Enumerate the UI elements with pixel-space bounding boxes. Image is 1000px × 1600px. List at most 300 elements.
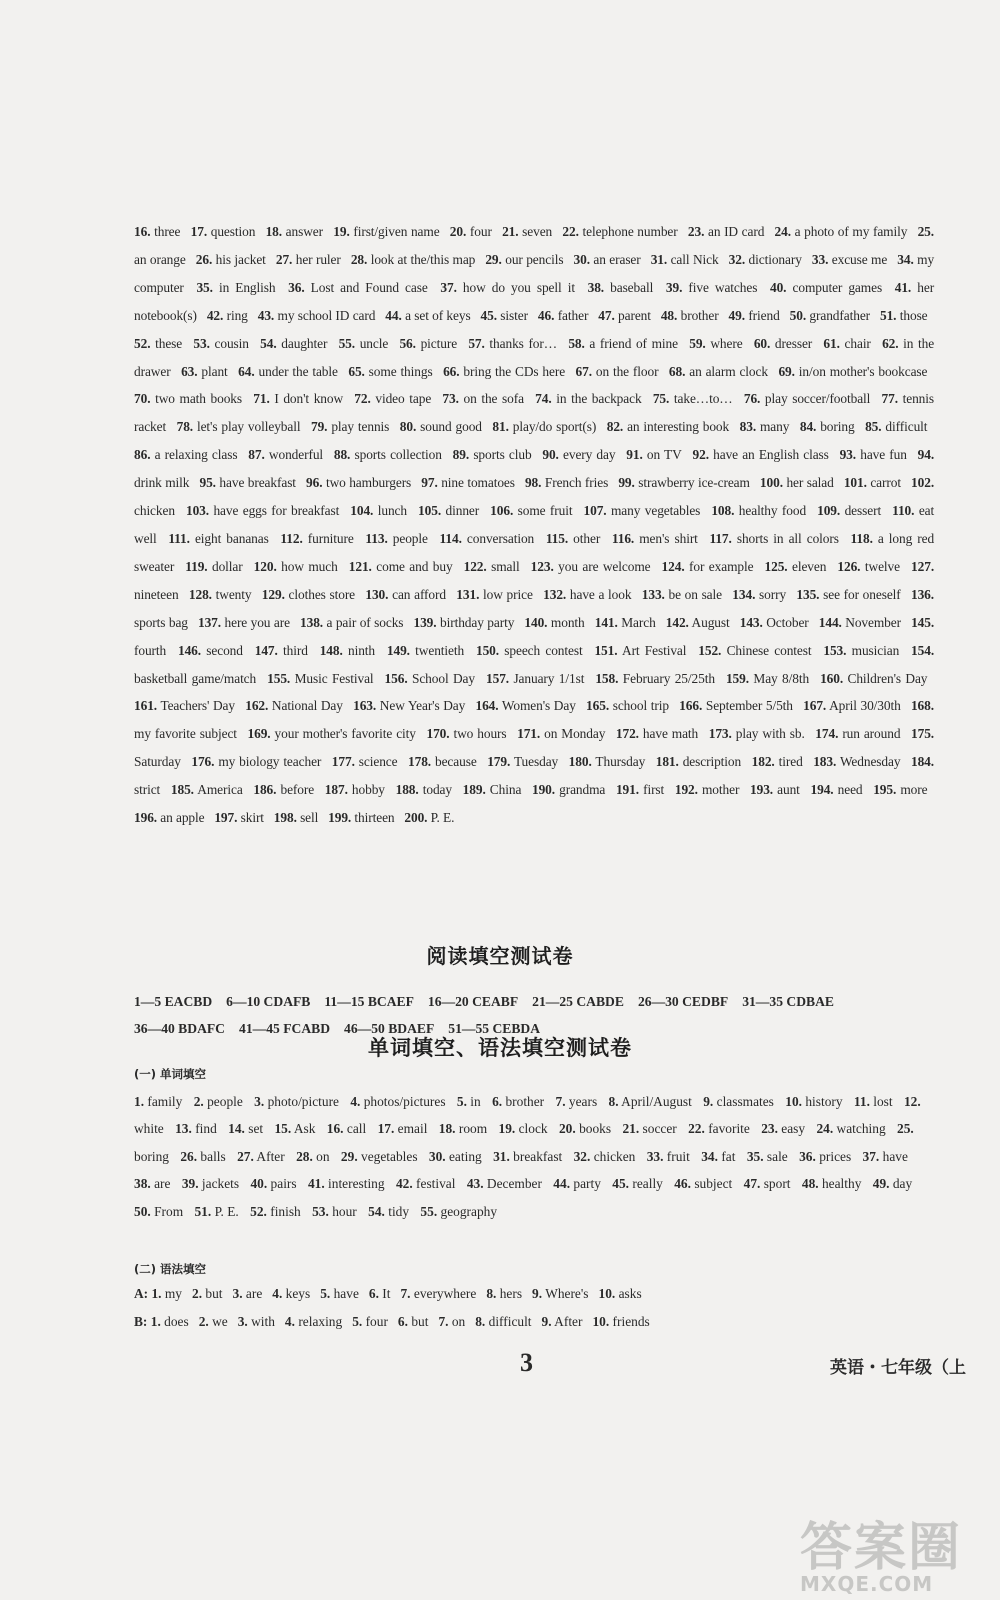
answer-text: have an English class [708, 447, 829, 463]
answer-item [531, 559, 651, 574]
answer-text: third [277, 642, 308, 658]
answer-number: 20. [449, 224, 467, 239]
answer-text: watching [833, 1121, 886, 1137]
answer-text: but [202, 1286, 223, 1301]
answer-text: easy [777, 1121, 806, 1137]
word-fill-item [785, 1094, 842, 1109]
answer-text: computer games [786, 279, 883, 295]
answer-item [584, 503, 701, 518]
reading-answer-group: 41—45 FCABD [239, 1021, 331, 1036]
answer-text: play/do sport(s) [508, 419, 597, 435]
answer-number: 14. [228, 1121, 245, 1137]
answer-text: tired [774, 754, 803, 770]
answer-number: 100. [759, 475, 783, 491]
answer-number: 172. [615, 726, 639, 742]
answer-text: have a look [566, 586, 632, 602]
answer-text: School Day [407, 670, 475, 686]
answer-text: telephone number [578, 224, 678, 239]
answer-item [569, 754, 646, 769]
answer-item [350, 503, 407, 518]
answer-text: thanks for… [484, 335, 558, 351]
answer-item [819, 615, 901, 630]
answer-text: skirt [237, 810, 264, 826]
answer-number: 109. [817, 503, 841, 519]
answer-text: Teachers' Day [157, 698, 235, 714]
answer-number: 8. [475, 1314, 486, 1329]
answer-number: 71. [253, 391, 270, 407]
answer-text: photo/picture [264, 1094, 339, 1109]
answer-number: 158. [595, 670, 619, 686]
answer-number: 7. [555, 1094, 566, 1109]
answer-number: 5. [320, 1286, 331, 1301]
answer-text: my [161, 1286, 182, 1301]
answer-text: birthday party [436, 614, 515, 630]
answer-item [385, 671, 475, 686]
word-fill-item [429, 1149, 482, 1164]
answer-item [365, 531, 427, 546]
answer-number: 166. [679, 698, 703, 714]
grammar-a-item [532, 1286, 588, 1301]
word-fill-item [368, 1204, 409, 1219]
word-fill-item [674, 1176, 732, 1191]
answer-number: 50. [789, 307, 807, 323]
answer-number: 54. [260, 335, 277, 351]
answer-text: plant [197, 363, 228, 379]
answer-text: America [193, 782, 243, 798]
answer-text: friends [609, 1314, 650, 1329]
answer-number: 21. [622, 1121, 640, 1137]
answer-item [546, 531, 600, 546]
answer-text: finish [266, 1203, 301, 1219]
answer-item [616, 782, 664, 797]
answer-text: breakfast [509, 1148, 563, 1164]
answer-item [185, 559, 242, 574]
answer-item [134, 447, 237, 462]
answer-text: After [253, 1148, 285, 1164]
word-fill-item [467, 1176, 542, 1191]
answer-item [524, 615, 584, 630]
answer-number: 136. [910, 586, 935, 602]
answer-number: 9. [703, 1094, 714, 1109]
answer-number: 66. [443, 363, 460, 379]
answer-text: drink milk [134, 475, 190, 491]
answer-text: set [244, 1121, 264, 1137]
answer-text: play soccer/football [760, 391, 871, 407]
answer-number: 199. [328, 810, 352, 826]
answer-text: hers [496, 1286, 523, 1301]
answer-item [778, 364, 927, 379]
answer-number: 24. [816, 1121, 834, 1137]
answer-text: take…to… [669, 391, 733, 407]
grammar-b-item [151, 1314, 189, 1329]
answer-item [813, 754, 900, 769]
answer-text: for example [684, 558, 754, 574]
answer-item [817, 503, 881, 518]
answer-number: 33. [811, 251, 829, 267]
grammar-b-answers [134, 1314, 660, 1330]
answer-text: I don't know [269, 391, 344, 407]
answer-number: 49. [728, 307, 745, 323]
answer-number: 144. [818, 614, 842, 630]
answer-number: 7. [400, 1286, 411, 1301]
answer-item [134, 336, 182, 351]
answer-number: 98. [524, 475, 542, 491]
answer-text: asks [615, 1286, 642, 1301]
grammar-a-item [192, 1286, 223, 1301]
answer-item [468, 336, 557, 351]
answer-number: 169. [247, 726, 271, 742]
answer-text: five watches [682, 279, 758, 295]
answer-number: 188. [395, 782, 419, 798]
answer-number: 45. [480, 307, 497, 323]
answer-text: day [889, 1176, 913, 1192]
answer-text: parent [614, 307, 651, 323]
word-fill-item [327, 1121, 366, 1136]
answer-number: 4. [284, 1314, 295, 1329]
answer-number: 25. [917, 224, 935, 239]
answer-text: eating [445, 1148, 482, 1164]
answer-item [666, 615, 730, 630]
answer-number: 8. [486, 1286, 497, 1301]
answer-number: 19. [333, 224, 350, 239]
answer-item [276, 252, 341, 267]
answer-text: Saturday [134, 754, 181, 770]
answer-number: 195. [873, 782, 897, 798]
answer-text: on [312, 1148, 330, 1164]
answer-item [803, 698, 901, 713]
answer-item [198, 615, 290, 630]
grammar-b-item [238, 1314, 275, 1329]
answer-item [191, 754, 321, 769]
answer-text: but [407, 1314, 429, 1329]
answer-text: sport [760, 1176, 791, 1192]
answer-item [754, 336, 812, 351]
answer-text: with [247, 1314, 275, 1329]
answer-item [196, 280, 275, 295]
answer-number: 6. [397, 1314, 408, 1329]
answer-item [349, 559, 453, 574]
word-fill-item [296, 1149, 330, 1164]
answer-number: 101. [843, 475, 867, 491]
answer-text: grandfather [806, 307, 871, 323]
answer-text: basketball game/match [134, 670, 257, 686]
answer-number: 121. [348, 558, 372, 574]
answer-text: first/given name [349, 224, 440, 239]
answer-text: a friend of mine [584, 335, 678, 351]
answer-number: 187. [324, 782, 348, 798]
answer-number: 61. [823, 335, 840, 351]
answer-text: her notebook(s) [134, 279, 935, 323]
answer-number: 4. [350, 1094, 361, 1109]
answer-text: call Nick [667, 251, 719, 267]
answer-number: 164. [475, 698, 499, 714]
answer-item [800, 419, 855, 434]
answer-number: 94. [917, 447, 935, 463]
answer-text: keys [282, 1286, 311, 1301]
answer-number: 60. [753, 335, 771, 351]
answer-number: 36. [288, 279, 305, 295]
reading-answer-group: 51—55 CEBDA [448, 1021, 541, 1036]
answer-number: 62. [882, 335, 899, 351]
answer-text: father [554, 307, 589, 323]
word-fill-item [647, 1149, 690, 1164]
answer-text: pairs [267, 1176, 297, 1192]
answer-item [840, 447, 907, 462]
vocabulary-answers [134, 218, 934, 832]
answer-number: 190. [531, 782, 556, 798]
answer-text: jackets [198, 1176, 240, 1192]
answer-item [262, 587, 355, 602]
reading-answer-group: 6—10 CDAFB [226, 994, 311, 1009]
grammar-a-answers [134, 1286, 652, 1302]
answer-text: dictionary [745, 251, 802, 267]
answer-number: 3. [237, 1314, 248, 1329]
answer-number: 175. [911, 726, 935, 742]
answer-item [812, 252, 887, 267]
answer-item [770, 280, 882, 295]
answer-number: 44. [553, 1176, 571, 1192]
answer-text: healthy food [734, 503, 807, 519]
word-fill-item [744, 1176, 791, 1191]
reading-answer-group: 46—50 BDAEF [344, 1021, 435, 1036]
answer-text: speech contest [499, 642, 583, 658]
answer-item [502, 224, 552, 239]
grammar-a-item [233, 1286, 263, 1301]
word-fill-item [134, 1204, 183, 1219]
answer-text: my favorite subject [134, 726, 237, 742]
answer-number: 55. [338, 335, 356, 351]
answer-text: need [833, 782, 863, 798]
answer-number: 126. [837, 558, 861, 574]
answer-text: in the backpack [551, 391, 642, 407]
answer-text: interesting [324, 1176, 385, 1192]
answer-text: healthy [818, 1176, 862, 1192]
answer-item [248, 726, 416, 741]
grammar-b-item [542, 1314, 583, 1329]
answer-item [254, 559, 338, 574]
answer-item [873, 782, 927, 797]
grammar-a-label: A: [134, 1286, 152, 1301]
answer-text: clock [515, 1121, 548, 1137]
answer-number: 149. [386, 642, 410, 658]
word-fill-answers [134, 1088, 934, 1225]
answer-item [607, 419, 729, 434]
answer-number: 35. [746, 1148, 764, 1164]
answer-number: 103. [185, 503, 210, 519]
answer-text: a pair of socks [323, 614, 404, 630]
answer-text: sports collection [350, 447, 442, 463]
answer-number: 6. [368, 1286, 379, 1301]
answer-text: have eggs for breakfast [209, 503, 340, 519]
answer-item [267, 671, 373, 686]
answer-number: 99. [618, 475, 635, 491]
answer-number: 83. [739, 419, 757, 435]
answer-text: an apple [157, 810, 205, 826]
answer-text: vegetables [357, 1148, 418, 1164]
answer-text: in English [212, 279, 276, 295]
answer-text: Music Festival [290, 670, 374, 686]
answer-number: 152. [698, 642, 722, 658]
answer-text: baseball [604, 279, 654, 295]
answer-number: 174. [815, 726, 839, 742]
answer-item [492, 419, 596, 434]
word-fill-item [312, 1204, 357, 1219]
answer-text: sports bag [134, 614, 188, 630]
answer-item [760, 475, 834, 490]
answer-text: Thursday [591, 754, 646, 770]
answer-item [711, 503, 806, 518]
answer-number: 16. [134, 224, 151, 239]
word-fill-item [274, 1121, 315, 1136]
word-fill-item [194, 1204, 238, 1219]
book-title: 英语・七年级（上 [830, 1358, 966, 1378]
answer-item [486, 671, 584, 686]
answer-text: grandma [555, 782, 606, 798]
answer-item [214, 810, 264, 825]
answer-number: 73. [442, 391, 459, 407]
answer-text: Where's [542, 1286, 589, 1301]
answer-number: 36. [799, 1148, 816, 1164]
answer-item [387, 643, 464, 658]
answer-item [679, 698, 793, 713]
page-number: 3 [520, 1348, 533, 1377]
answer-text: August [688, 614, 730, 630]
answer-text: month [547, 614, 585, 630]
answer-number: 146. [177, 642, 202, 658]
answer-number: 89. [452, 447, 470, 463]
answer-number: 167. [803, 698, 827, 714]
answer-number: 11. [853, 1094, 870, 1109]
answer-number: 110. [892, 503, 915, 519]
answer-number: 63. [181, 363, 198, 379]
answer-number: 65. [348, 363, 365, 379]
answer-number: 18. [265, 224, 283, 239]
answer-text: brother [502, 1094, 545, 1109]
answer-text: my computer [134, 251, 935, 295]
grammar-b-item [285, 1314, 342, 1329]
answer-text: soccer [639, 1121, 677, 1137]
answer-text: clothes store [284, 586, 356, 602]
answer-text: China [485, 782, 522, 798]
answer-item [796, 587, 900, 602]
answer-item [612, 531, 698, 546]
word-fill-item [556, 1094, 598, 1109]
answer-number: 9. [532, 1286, 543, 1301]
answer-item [726, 671, 809, 686]
answer-text: here you are [221, 614, 290, 630]
answer-text: four [362, 1314, 388, 1329]
answer-number: 118. [850, 530, 873, 546]
answer-number: 102. [911, 475, 935, 491]
reading-line [134, 988, 934, 1015]
answer-text: Lost and Found case [304, 279, 428, 295]
answer-number: 9. [541, 1314, 552, 1329]
answer-number: 21. [502, 224, 519, 239]
answer-number: 19. [498, 1121, 516, 1137]
word-fill-item [747, 1149, 788, 1164]
answer-text: fourth [134, 642, 167, 658]
answer-text: sister [496, 307, 528, 323]
answer-text: dresser [770, 335, 813, 351]
answer-text: her salad [782, 475, 834, 491]
answer-number: 3. [254, 1094, 265, 1109]
grammar-a-item [486, 1286, 522, 1301]
reading-answer-group: 36—40 BDAFC [134, 1021, 226, 1036]
answer-text: every day [558, 447, 616, 463]
answer-number: 196. [134, 810, 158, 826]
answer-number: 138. [300, 614, 324, 630]
reading-answer-group: 16—20 CEABF [427, 994, 519, 1009]
answer-text: December [483, 1176, 542, 1192]
answer-item [775, 224, 908, 239]
answer-text: nine tomatoes [437, 475, 515, 491]
answer-number: 143. [739, 614, 763, 630]
word-fill-item [622, 1121, 676, 1136]
answer-text: classmates [713, 1094, 774, 1109]
answer-text: today [418, 782, 452, 798]
answer-text: video tape [370, 391, 432, 407]
answer-text: boring [816, 419, 855, 435]
answer-item [177, 419, 301, 434]
answer-number: 24. [774, 224, 791, 239]
answer-number: 189. [462, 782, 486, 798]
answer-number: 37. [440, 279, 457, 295]
answer-text: shorts in all colors [731, 530, 839, 546]
answer-text: two math books [150, 391, 243, 407]
answer-number: 3. [232, 1286, 243, 1301]
answer-number: 80. [399, 419, 417, 435]
answer-text: April/August [618, 1094, 692, 1109]
answer-number: 53. [193, 335, 210, 351]
answer-text: mother [697, 782, 740, 798]
answer-number: 29. [340, 1148, 358, 1164]
answer-number: 41. [894, 279, 912, 295]
answer-text: my biology teacher [214, 754, 322, 770]
answer-number: 93. [839, 447, 857, 463]
answer-item [740, 615, 809, 630]
answer-number: 170. [426, 726, 450, 742]
answer-text: It [378, 1286, 391, 1301]
word-fill-item [175, 1121, 217, 1136]
answer-text: under the table [254, 363, 338, 379]
answer-text: have [330, 1286, 359, 1301]
answer-number: 114. [439, 530, 462, 546]
answer-text: an alarm clock [685, 363, 768, 379]
answer-text: have fun [856, 447, 907, 463]
answer-item [440, 531, 535, 546]
answer-number: 44. [385, 307, 402, 323]
grammar-b-item [438, 1314, 465, 1329]
answer-text: sports club [469, 447, 532, 463]
answer-number: 40. [769, 279, 787, 295]
answer-item [820, 671, 927, 686]
answer-item [653, 391, 733, 406]
answer-item [280, 531, 353, 546]
answer-item [880, 308, 928, 323]
word-fill-item [350, 1094, 445, 1109]
grammar-b-item [352, 1314, 388, 1329]
answer-number: 130. [365, 586, 389, 602]
answer-text: how much [276, 558, 338, 574]
word-fill-item [378, 1121, 428, 1136]
answer-number: 104. [350, 503, 374, 519]
answer-item [729, 308, 780, 323]
answer-text: her ruler [292, 251, 341, 267]
answer-number: 15. [274, 1121, 292, 1137]
answer-text: fat [717, 1148, 736, 1164]
answer-item [354, 391, 431, 406]
answer-item [134, 391, 242, 406]
